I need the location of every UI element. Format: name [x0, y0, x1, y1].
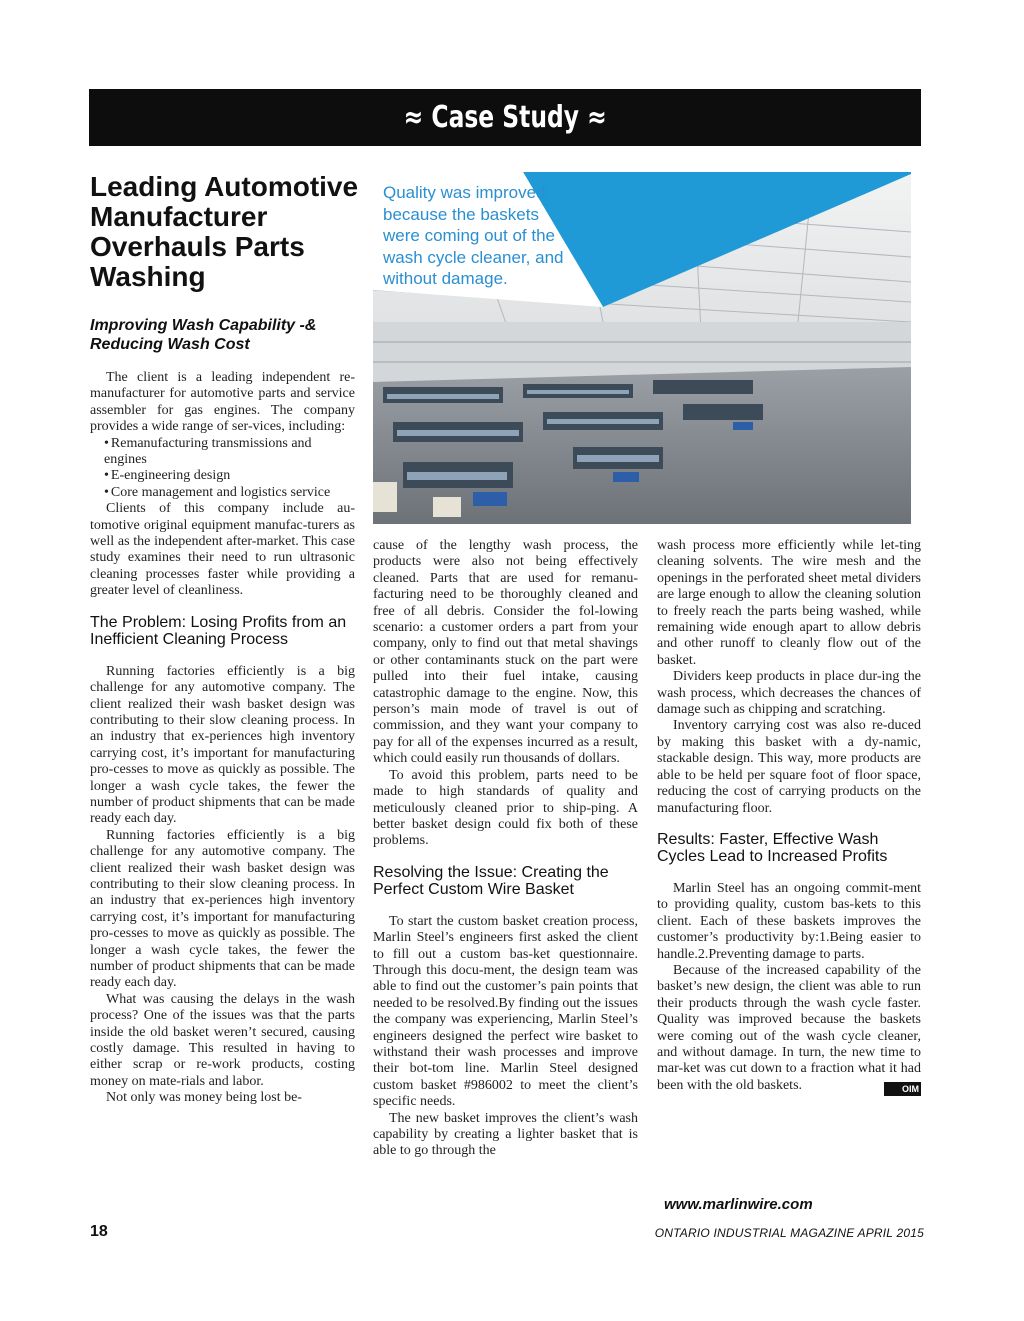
website-link[interactable]: www.marlinwire.com — [664, 1196, 813, 1213]
paragraph: Marlin Steel has an ongoing commit-ment to providing quality, custom bas-kets to this client. Each of these baskets improves the customer’s productivity by:1.Being easier to handle.2.Preventing damage to parts. — [657, 880, 921, 962]
intro-paragraph: The client is a leading independent re-manufacturer for automotive parts and service assembler for gas engines. The company provides a wide range of ser-vices, including: — [90, 370, 355, 435]
photo-callout: Quality was improved because the baskets were coming out of the wash cycle cleaner, and without damage. — [383, 183, 564, 288]
paragraph: Running factories efficiently is a big challenge for any automotive company. The client realized their wash basket design was contributing to their slow cleaning process. In an industry that ex-periences high inventory carrying cost, it’s important for manufacturing pro-cesses to move as quickly as possible. The longer a wash cycle takes, the fewer the number of product shipments that can be made ready each day. — [90, 663, 355, 827]
section-heading-resolve: Resolving the Issue: Creating the Perfect Custom Wire Basket — [373, 863, 609, 898]
case-study-banner — [89, 89, 921, 146]
paragraph: To start the custom basket creation process, Marlin Steel’s engineers first asked the client to fill out a custom bas-ket questionnaire. Through this docu-ment, the design team was able to find out the customer’s pain points that needed to be resolved.By finding out the issues the company was experiencing, Marlin Steel’s engineers designed the perfect wire basket to withstand their wash processes and improve their bot-tom line. Marlin Steel designed custom basket #986002 to meet the client’s specific needs. — [373, 913, 638, 1110]
page-number: 18 — [90, 1223, 108, 1240]
services-list — [90, 436, 355, 502]
paragraph: cause of the lengthy wash process, the products were also not being effectively cleaned. Parts that are used for remanu-facturing need to be thoroughly cleaned and free of all debris. Consider the fol-lowing scenario: a customer orders a part from your company, only to find out that metal shavings or other contaminants stuck on the part were pulled into their fuel intake, causing catastrophic damage to the engine. Now, this person’s main mode of travel is out of commission, and they want your company to pay for all of the expenses incurred as a result, which could easily run thousands of dollars. — [373, 538, 638, 767]
paragraph: The new basket improves the client’s wash capability by creating a lighter basket that is able to go through the — [373, 1110, 638, 1159]
paragraph: Dividers keep products in place dur-ing the wash process, which decreases the chances of damage such as chipping and scratching. — [657, 669, 921, 718]
paragraph: Inventory carrying cost was also re-duced by making this basket with a dy-namic, stackable design. This way, more products are able to be held per square foot of floor space, reducing the cost of carrying products on the manufacturing floor. — [657, 718, 921, 816]
paragraph — [657, 963, 921, 1094]
paragraph: To avoid this problem, parts need to be made to high standards of quality and meticulously cleaned prior to ship-ping. A better basket design could fix both of these problems. — [373, 767, 638, 849]
banner-title: ≈ Case Study ≈ — [403, 100, 607, 135]
paragraph-text: Because of the increased capability of the basket’s new design, the client was able to run their products through the wash cycle faster. Quality was improved because the baskets were coming out of the wash cycle cleaner, and without damage. In turn, the new time to mar-ket was cut down to a fraction what it had been with the old baskets. — [657, 962, 921, 1093]
section-heading-results: Results: Faster, Effective Wash Cycles Lead to Increased Profits — [657, 830, 888, 865]
section-heading-problem: The Problem: Losing Profits from an Inefficient Cleaning Process — [90, 613, 347, 648]
article-subhead: Improving Wash Capability -& Reducing Wash Cost — [90, 317, 317, 353]
paragraph: Clients of this company include au-tomotive original equipment manufac-turers as well as the independent after-market. This case study examines their need to run ultrasonic cleaning processes faster while providing a greater level of cleanliness. — [90, 501, 355, 599]
article-headline: Leading Automotive Manufacturer Overhauls Parts Washing — [90, 171, 359, 292]
list-item: • Remanufacturing transmissions and engines — [104, 436, 355, 469]
oim-end-badge: OIM — [884, 1082, 921, 1096]
paragraph: wash process more efficiently while let-ting cleaning solvents. The wire mesh and the openings in the perforated sheet metal dividers are large enough to allow the cleaning solution to freely reach the parts being washed, while remaining wide enough apart to allow debris and other runoff to cleanly flow out of the basket. — [657, 538, 921, 668]
column-3 — [657, 538, 921, 1096]
paragraph: Running factories efficiently is a big challenge for any automotive company. The client realized their wash basket design was contributing to their slow cleaning process. In an industry that ex-periences high inventory carrying cost, it’s important for manufacturing pro-cesses to move as quickly as possible. The longer a wash cycle takes, the fewer the number of product shipments that can be made ready each day. — [90, 827, 355, 991]
column-1 — [90, 370, 355, 1107]
paragraph: What was causing the delays in the wash process? One of the issues was that the parts inside the old basket weren’t secured, causing costly damage. This resulted in having to either scrap or re-work products, costing money on mate-rials and labor. — [90, 991, 355, 1089]
paragraph: Not only was money being lost be- — [106, 1090, 302, 1106]
list-item: • Core management and logistics service — [104, 485, 355, 501]
column-2 — [373, 538, 638, 1160]
list-item: • E-engineering design — [104, 468, 355, 484]
publication-footer: ONTARIO INDUSTRIAL MAGAZINE APRIL 2015 — [654, 1226, 924, 1240]
